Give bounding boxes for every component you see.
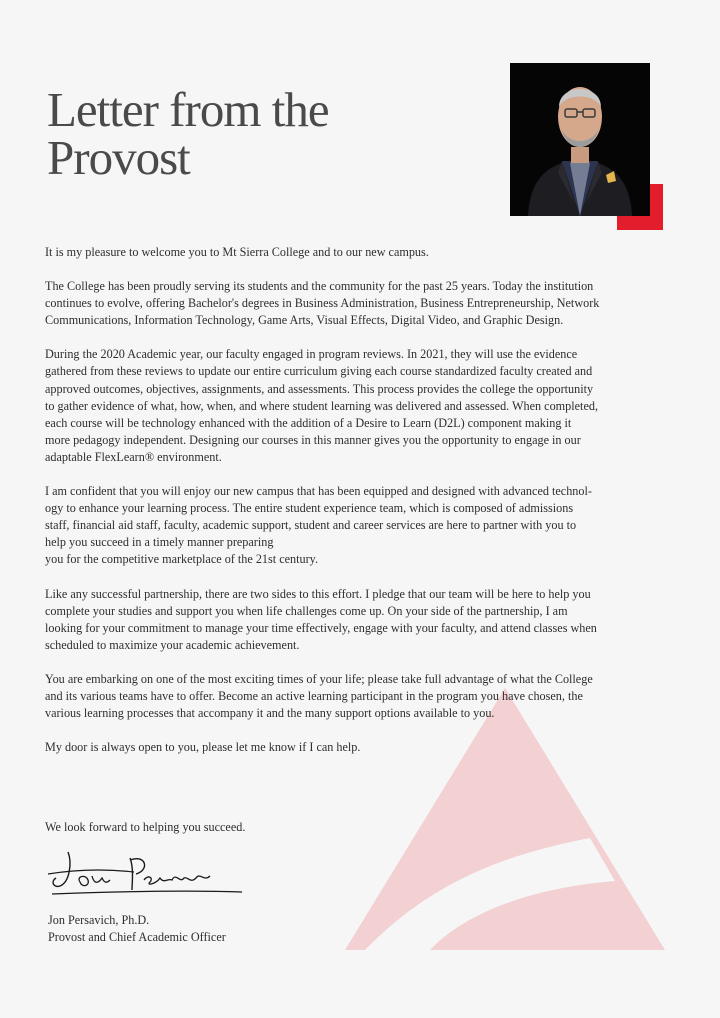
page-title [47,82,329,185]
signer-title: Provost and Chief Academic Officer [48,930,226,944]
title-line-1: Letter from the [47,82,329,137]
signature-image [46,848,246,900]
closing-line: We look forward to helping you succeed. [45,820,246,834]
paragraph-welcome: It is my pleasure to welcome you to Mt Sierra College and to our new campus. [45,245,429,259]
paragraph-programs: The College has been proudly serving its students and the community for the past 25 years. Today the institution continues to evolve, offering Bachelor's degrees in Business Administration, Business Entrepreneurship, Network Communications, Information Technology, Game Arts, Visual Effects, Digital Video, and Graphic Design. [45,279,600,328]
title-line-2: Provost [47,130,190,185]
paragraph-partnership: Like any successful partnership, there are two sides to this effort. I pledge that our team will be here to help you complete your studies and support you when life challenges come up. On your side of the partnership, I am looking for your commitment to manage your time effectively, engage with your faculty, and attend classes when scheduled to maximize your academic achievement. [45,586,597,652]
letter-body [45,244,685,773]
paragraph-open-door: My door is always open to you, please let me know if I can help. [45,740,361,755]
paragraph-embarking: You are embarking on one of the most exciting times of your life; please take full advantage of what the College and its various teams have to offer. Become an active learning participant in the program you have chosen, the various learning processes that accompany it and the many support options available to you. [45,671,593,721]
signer-name: Jon Persavich, Ph.D. [48,913,150,927]
paragraph-program-reviews: During the 2020 Academic year, our faculty engaged in program reviews. In 2021, they will use the evidence gathered from these reviews to update our entire curriculum giving each course standardized faculty created and approved outcomes, objectives, assignments, and assessments. This process provides the college the opportunity to gather evidence of what, how, when, and where student learning was delivered and assessed. When completed, each course will be technology enhanced with the addition of a Desire to Learn (D2L) component making it more pedagogy independent. Designing our courses in this manner gives you the opportunity to engage in our adaptable FlexLearn® environment. [45,347,598,464]
provost-portrait-photo [510,63,650,216]
paragraph-new-campus: I am confident that you will enjoy our new campus that has been equipped and designed with advanced technol- ogy to enhance your learning process. The entire student experience team, which is composed of admissions staff, financial aid staff, faculty, academic support, student and career services are here to partner with you to help you succeed in a timely manner preparing you for the competitive marketplace of the 21st century. [45,484,592,567]
signer-block [48,912,226,946]
